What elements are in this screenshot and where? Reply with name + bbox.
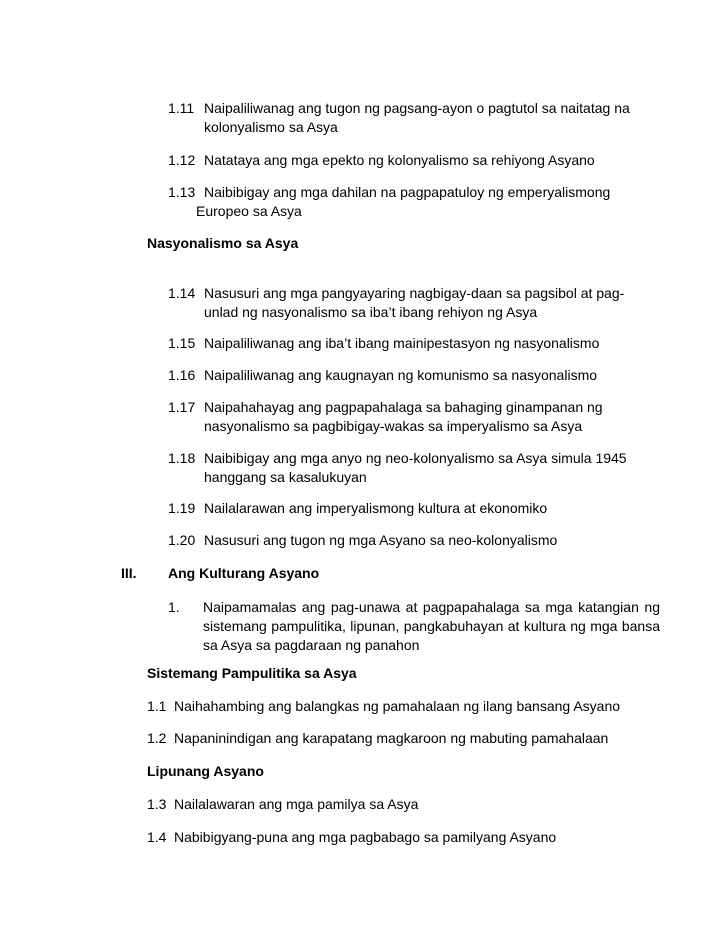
item-number: 1.17 bbox=[168, 399, 196, 415]
item-text-line: Naihahambing ang balangkas ng pamahalaan ng ilang bansang Asyano bbox=[174, 698, 621, 714]
item-text-line: hanggang sa kasalukuyan bbox=[204, 469, 367, 485]
item-text-line: Nasusuri ang mga pangyayaring nagbigay-daan sa pagsibol at pag- bbox=[204, 285, 625, 301]
item-number: 1.16 bbox=[168, 367, 196, 383]
item-text-line: Natataya ang mga epekto ng kolonyalismo sa rehiyong Asyano bbox=[204, 152, 595, 168]
item-number: 1.3 bbox=[147, 796, 167, 812]
item-text-line: kolonyalismo sa Asya bbox=[204, 119, 338, 135]
list-item bbox=[168, 99, 194, 118]
section-heading: Sistemang Pampulitika sa Asya bbox=[147, 665, 357, 681]
item-number: 1.13 bbox=[168, 184, 196, 200]
item-text-line: Naipahahayag ang pagpapahalaga sa bahaging ginampanan ng bbox=[204, 399, 603, 415]
section-heading: Nasyonalismo sa Asya bbox=[147, 235, 299, 251]
item-text-line: unlad ng nasyonalismo sa iba’t ibang rehiyon ng Asya bbox=[204, 304, 538, 320]
item-number: 1.20 bbox=[168, 532, 196, 548]
item-number: 1.4 bbox=[147, 829, 167, 845]
item-text-line: Naibibigay ang mga anyo ng neo-kolonyalismo sa Asya simula 1945 bbox=[204, 450, 627, 466]
objective-text: Naipamamalas ang pag-unawa at pagpapahalaga sa mga katangian ng sistemang pampulitika, lipunan, pangkabuhayan at kultura ng mga bansa sa Asya sa pagdaraan ng panahon bbox=[203, 599, 660, 653]
item-text-line: Nasusuri ang tugon ng mga Asyano sa neo-kolonyalismo bbox=[204, 532, 558, 548]
item-number: 1.12 bbox=[168, 152, 196, 168]
item-text-line: Naibibigay ang mga dahilan na pagpapatuloy ng emperyalismong bbox=[204, 184, 611, 200]
section-numeral: III. bbox=[121, 565, 137, 581]
section-heading: Lipunang Asyano bbox=[147, 763, 264, 779]
objective-number: 1. bbox=[168, 599, 180, 615]
item-text-line: Naipaliliwanag ang tugon ng pagsang-ayon o pagtutol sa naitatag na bbox=[204, 100, 630, 116]
item-text-line: Nailalarawan ang imperyalismong kultura at ekonomiko bbox=[204, 500, 548, 516]
item-number: 1.2 bbox=[147, 730, 167, 746]
item-number: 1.15 bbox=[168, 335, 196, 351]
item-number: 1.18 bbox=[168, 450, 196, 466]
item-number: 1.1 bbox=[147, 698, 167, 714]
item-text-line: nasyonalismo sa pagbibigay-wakas sa imperyalismo sa Asya bbox=[204, 418, 583, 434]
item-number: 1.14 bbox=[168, 285, 196, 301]
item-text-line: Napaninindigan ang karapatang magkaroon ng mabuting pamahalaan bbox=[174, 730, 609, 746]
item-text-line: Naipaliliwanag ang kaugnayan ng komunismo sa nasyonalismo bbox=[204, 367, 598, 383]
item-text-line: Naipaliliwanag ang iba’t ibang mainipestasyon ng nasyonalismo bbox=[204, 335, 600, 351]
section-title: Ang Kulturang Asyano bbox=[168, 565, 320, 581]
item-number: 1.11 bbox=[168, 100, 195, 116]
item-text-line: Nabibigyang-puna ang mga pagbabago sa pamilyang Asyano bbox=[174, 829, 557, 845]
item-text-line: Europeo sa Asya bbox=[196, 203, 302, 219]
item-text-line: Nailalawaran ang mga pamilya sa Asya bbox=[174, 796, 419, 812]
item-number: 1.19 bbox=[168, 500, 196, 516]
